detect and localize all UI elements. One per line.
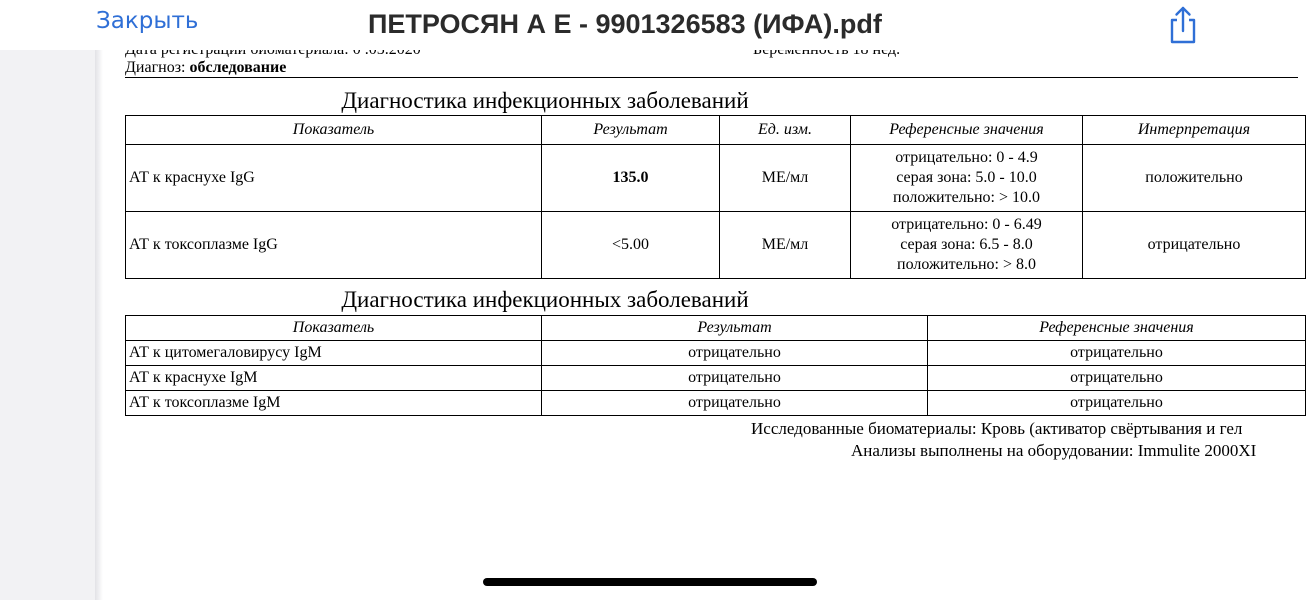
column-header: Показатель [126,316,542,341]
reference-gray-zone: серая зона: 6.5 - 8.0 [900,236,1033,253]
viewer-margin [0,50,95,600]
results-table-igg [125,115,1306,279]
table-header-row [126,316,1306,341]
page-shadow [95,50,103,600]
navigation-bar [0,0,1298,50]
test-name: АТ к цитомегаловирусу IgM [126,341,542,366]
test-name: АТ к токсоплазме IgM [126,391,542,416]
test-unit: МЕ/мл [720,145,851,212]
share-icon [1164,4,1202,46]
column-header: Референсные значения [928,316,1306,341]
test-result: отрицательно [542,366,928,391]
diagnosis-line [125,59,286,77]
reference-negative: отрицательно: 0 - 6.49 [891,216,1042,233]
test-result: отрицательно [542,391,928,416]
table-row [126,212,1306,279]
reference-positive: положительно: > 8.0 [897,256,1036,273]
test-name: АТ к краснухе IgM [126,366,542,391]
test-result: <5.00 [542,212,720,279]
equipment-note: Анализы выполнены на оборудовании: Immulite 2000XI [851,441,1257,460]
interpretation: положительно [1083,145,1306,212]
close-button[interactable]: Закрыть [96,8,199,34]
table-row [126,366,1306,391]
column-header: Ед. изм. [720,116,851,145]
test-result: 135.0 [542,145,720,212]
column-header: Результат [542,316,928,341]
reference-value: отрицательно [928,341,1306,366]
diagnosis-label: Диагноз: [125,59,190,76]
table-header-row [126,116,1306,145]
share-button[interactable] [1164,4,1202,46]
home-indicator[interactable] [483,578,817,586]
table-row [126,145,1306,212]
results-table-igm [125,315,1306,416]
divider [125,77,1298,78]
test-unit: МЕ/мл [720,212,851,279]
reference-gray-zone: серая зона: 5.0 - 10.0 [896,169,1037,186]
test-result: отрицательно [542,341,928,366]
column-header: Референсные значения [851,116,1083,145]
reference-values [851,145,1083,212]
reference-value: отрицательно [928,366,1306,391]
column-header: Результат [542,116,720,145]
table-row [126,341,1306,366]
column-header: Интерпретация [1083,116,1306,145]
document-title: ПЕТРОСЯН А Е - 9901326583 (ИФА).pdf [368,9,882,39]
pdf-page[interactable] [103,50,1298,600]
table-row [126,391,1306,416]
reference-positive: положительно: > 10.0 [893,189,1040,206]
test-name: АТ к краснухе IgG [126,145,542,212]
column-header: Показатель [126,116,542,145]
reference-value: отрицательно [928,391,1306,416]
diagnosis-value: обследование [189,59,287,76]
section-title: Диагностика инфекционных заболеваний [341,287,749,312]
interpretation: отрицательно [1083,212,1306,279]
test-name: АТ к токсоплазме IgG [126,212,542,279]
reference-negative: отрицательно: 0 - 4.9 [895,149,1038,166]
biomaterials-note: Исследованные биоматериалы: Кровь (активатор свёртывания и гел [751,419,1243,438]
reference-values [851,212,1083,279]
section-title: Диагностика инфекционных заболеваний [341,88,749,113]
